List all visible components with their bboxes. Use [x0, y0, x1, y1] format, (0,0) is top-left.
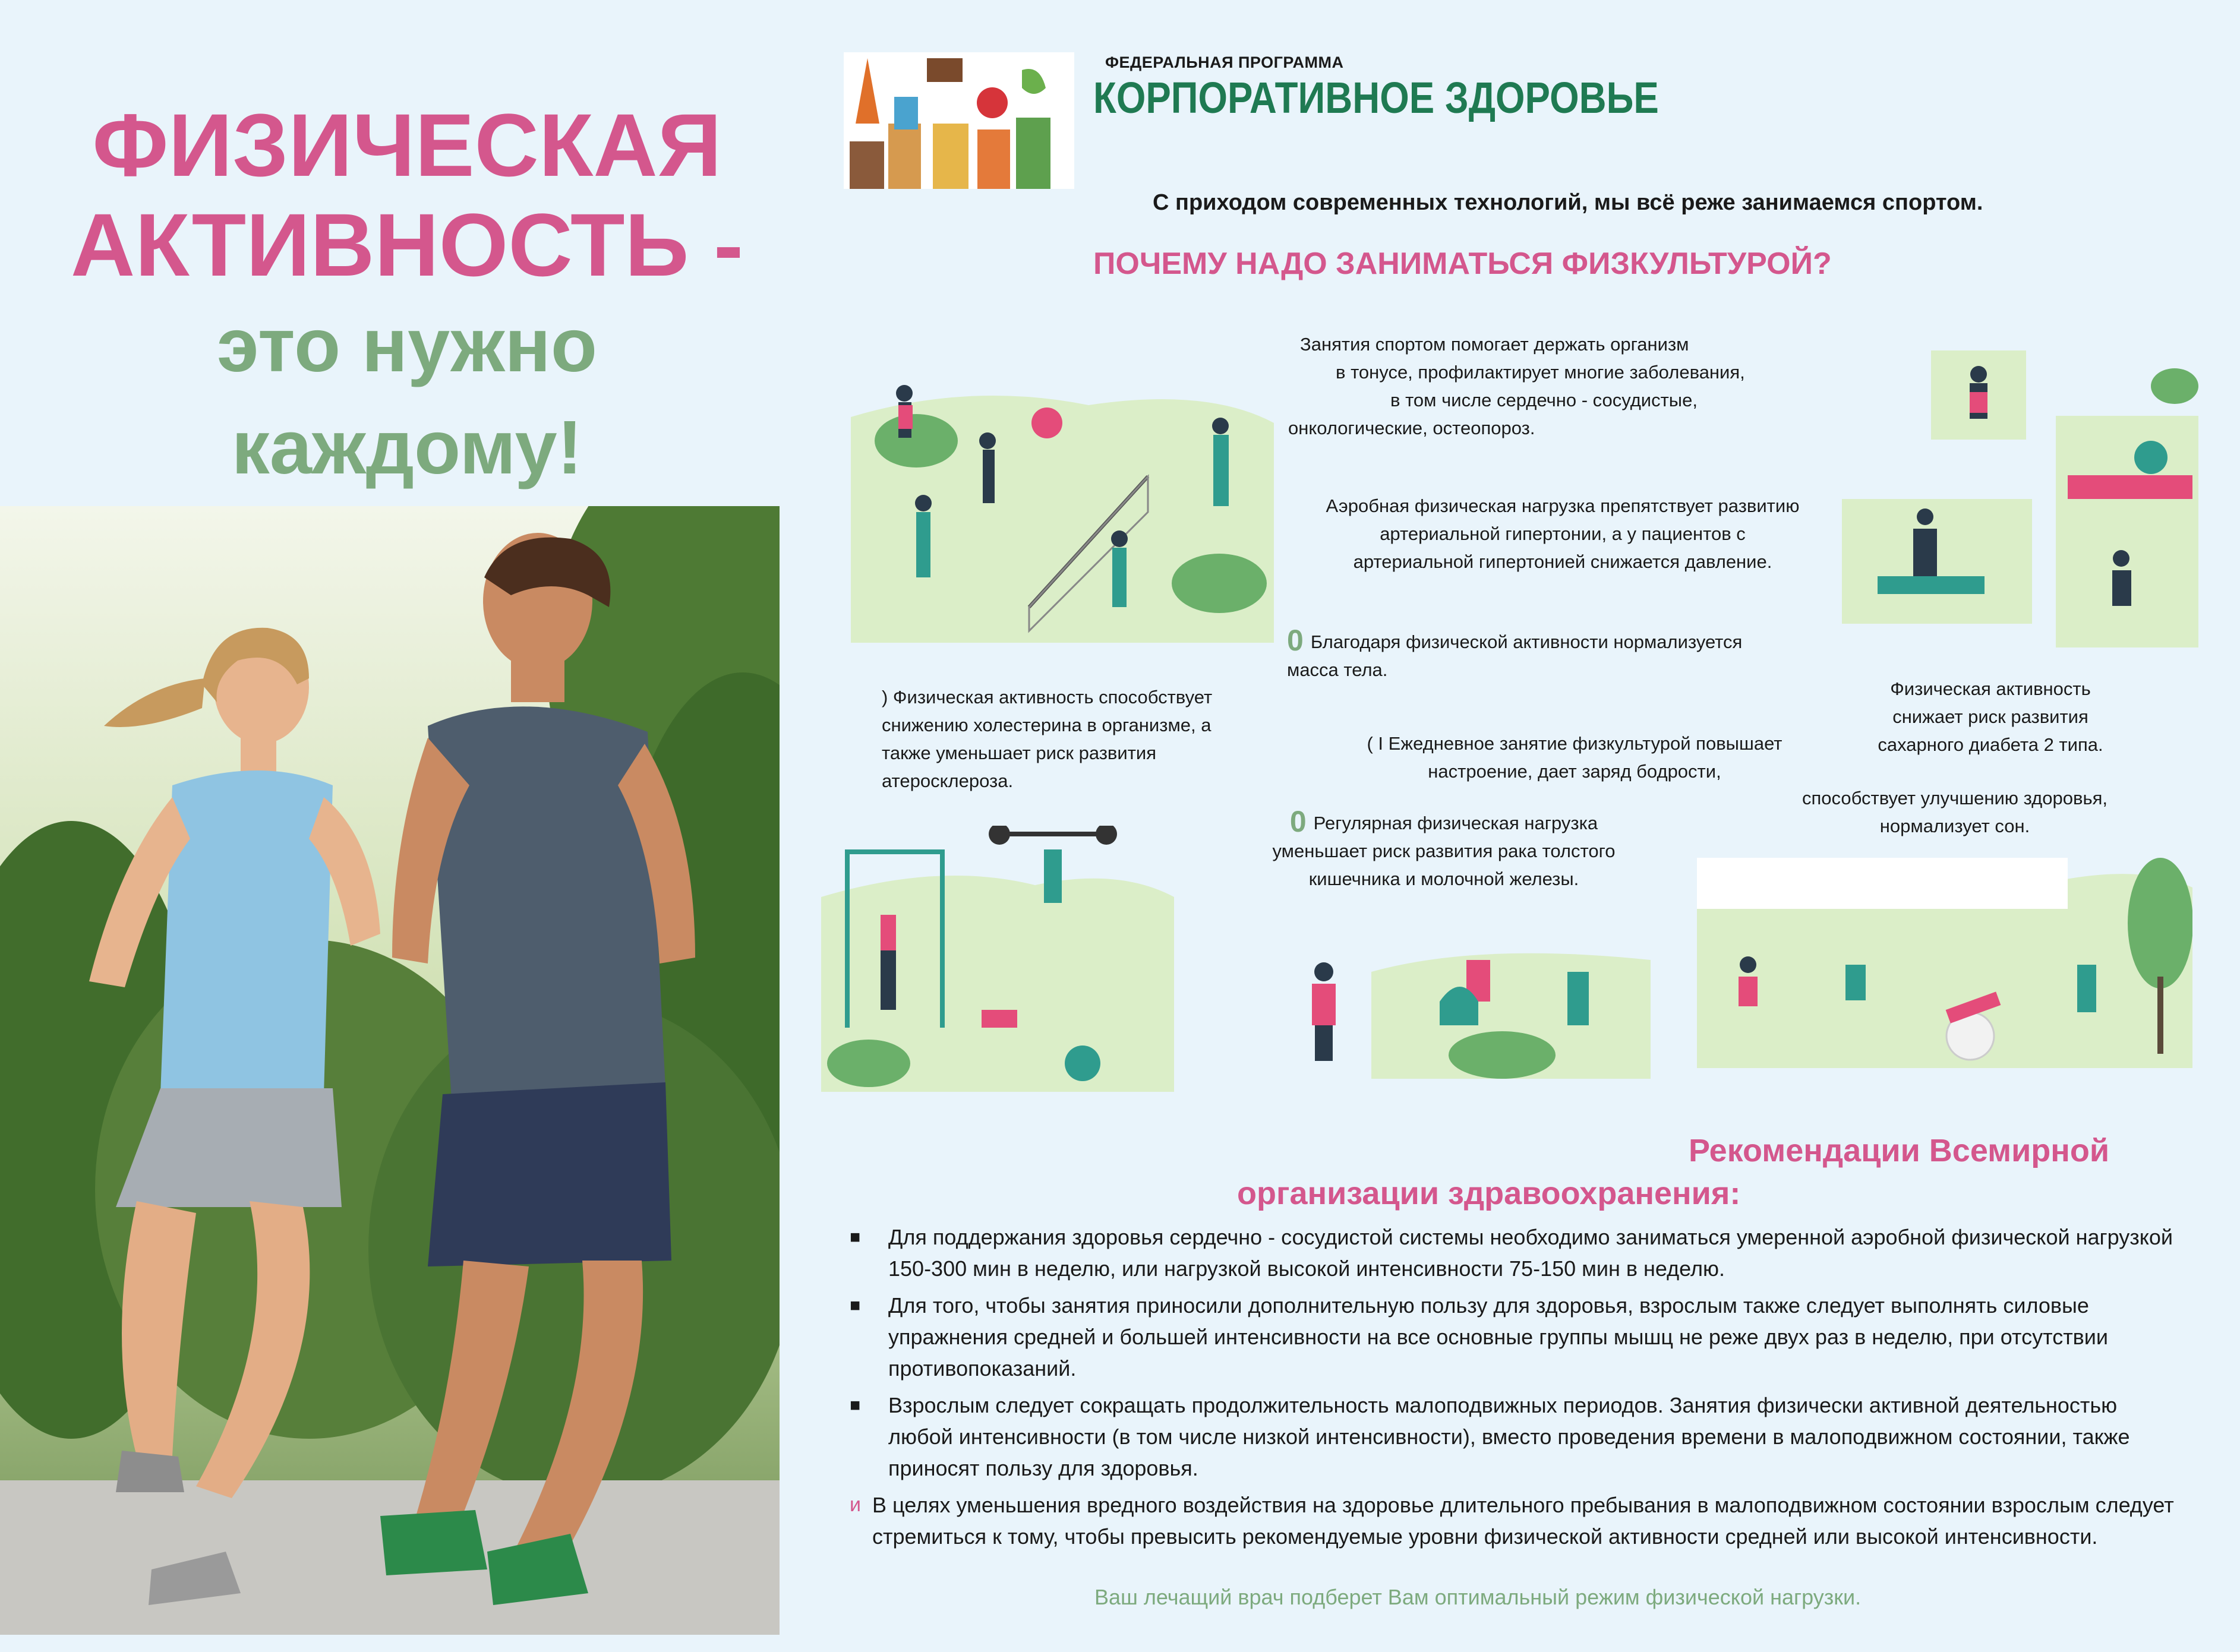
main-headline	[0, 95, 814, 499]
bullet-square-icon: ■	[850, 1395, 861, 1415]
recommendation-text: Взрослым следует сокращать продолжительность малоподвижных периодов. Занятия физически активной деятельностью любой интенсивности (в том числе низкой интенсивности), вместо проведения времени в малоподвижном состоянии, также приносят пользу для здоровья.	[888, 1393, 2130, 1480]
headline-line-3: это нужно	[216, 303, 598, 388]
fact-sleep: способствует улучшению здоровья, нормализует сон.	[1802, 788, 2108, 836]
fact-cancer-risk	[1242, 805, 1646, 893]
fact-hypertension: Аэробная физическая нагрузка препятствует развитию артериальной гипертонии, а у пациентов с артериальной гипертонией снижается давление.	[1326, 495, 1800, 572]
recommendation-item	[850, 1389, 2181, 1484]
who-title-line-1: Рекомендации Всемирной	[1689, 1133, 2110, 1168]
volleyball-illustration	[851, 369, 1274, 643]
healthy-food-logo-art	[844, 52, 1074, 189]
blank-overlay-box	[1697, 858, 2068, 909]
fact-cholesterol: ) Физическая активность способствует снижению холестерина в организме, а также уменьшает риск развития атеросклероза.	[882, 687, 1213, 791]
who-title-line-2: организации здравоохранения:	[1237, 1176, 1741, 1211]
fact-diseases	[1288, 330, 1799, 442]
bullet-square-icon: ■	[850, 1296, 861, 1315]
bullet-marker: и	[850, 1493, 861, 1516]
recommendation-text: В целях уменьшения вредного воздействия на здоровье длительного пребывания в малоподвижном состоянии взрослым следует стремиться к тому, чтобы превысить рекомендуемые уровни физической активности средней или высокой интенсивности.	[872, 1493, 2174, 1549]
bullet-square-icon: ■	[850, 1227, 861, 1247]
fact-diseases-line-4: онкологические, остеопороз.	[1288, 418, 1535, 438]
outdoor-gym-illustration	[821, 826, 1174, 1092]
fact-diseases-line-1: Занятия спортом помогает держать организм	[1300, 334, 1689, 355]
fact-diabetes: Физическая активность снижает риск развития сахарного диабета 2 типа.	[1878, 678, 2103, 755]
recommendation-text: Для поддержания здоровья сердечно - сосудистой системы необходимо заниматься умеренной аэробной физической нагрузкой 150-300 мин в неделю, или нагрузкой высокой интенсивности 75-150 мин в неделю.	[888, 1225, 2173, 1281]
program-name: КОРПОРАТИВНОЕ ЗДОРОВЬЕ	[1093, 73, 1659, 122]
fact-cancer-risk-text: Регулярная физическая нагрузка уменьшает риск развития рака толстого кишечника и молочной железы.	[1272, 813, 1616, 889]
martial-arts-illustration	[1300, 936, 1651, 1079]
recommendation-text: Для того, чтобы занятия приносили дополнительную пользу для здоровья, взрослым также следует выполнять силовые упражнения средней и большей интенсивности на все основные группы мышц не реже двух раз в неделю, при отсутствии противопоказаний.	[888, 1293, 2109, 1381]
doctor-footer-note: Ваш лечащий врач подберет Вам оптимальный режим физической нагрузки.	[1094, 1585, 1862, 1609]
headline-line-4: каждому!	[231, 405, 583, 490]
fact-body-mass-text: Благодаря физической активности нормализуется масса тела.	[1287, 631, 1743, 680]
headline-line-1: ФИЗИЧЕСКАЯ	[92, 95, 722, 195]
recommendation-item	[850, 1221, 2181, 1284]
intro-text: С приходом современных технологий, мы всё реже занимаемся спортом.	[1153, 190, 1983, 215]
fact-diseases-line-2: в тонусе, профилактирует многие заболевания,	[1336, 362, 1745, 383]
fact-body-mass	[1287, 624, 1750, 684]
recommendation-item	[850, 1290, 2181, 1384]
fact-cancer-risk-marker: 0	[1289, 805, 1307, 838]
running-couple-photo	[0, 506, 780, 1635]
yoga-illustration	[1842, 350, 2198, 647]
who-recommendations-list	[850, 1221, 2181, 1558]
fact-mood: ( I Ежедневное занятие физкультурой повышает настроение, дает заряд бодрости,	[1367, 733, 1782, 782]
fact-diseases-line-3: в том числе сердечно - сосудистые,	[1390, 390, 1698, 410]
why-heading: ПОЧЕМУ НАДО ЗАНИМАТЬСЯ ФИЗКУЛЬТУРОЙ?	[1093, 247, 1832, 281]
recommendation-item	[850, 1489, 2181, 1552]
headline-line-2: АКТИВНОСТЬ -	[70, 195, 744, 295]
program-label: ФЕДЕРАЛЬНАЯ ПРОГРАММА	[1105, 53, 1344, 71]
fact-body-mass-marker: 0	[1287, 624, 1304, 657]
